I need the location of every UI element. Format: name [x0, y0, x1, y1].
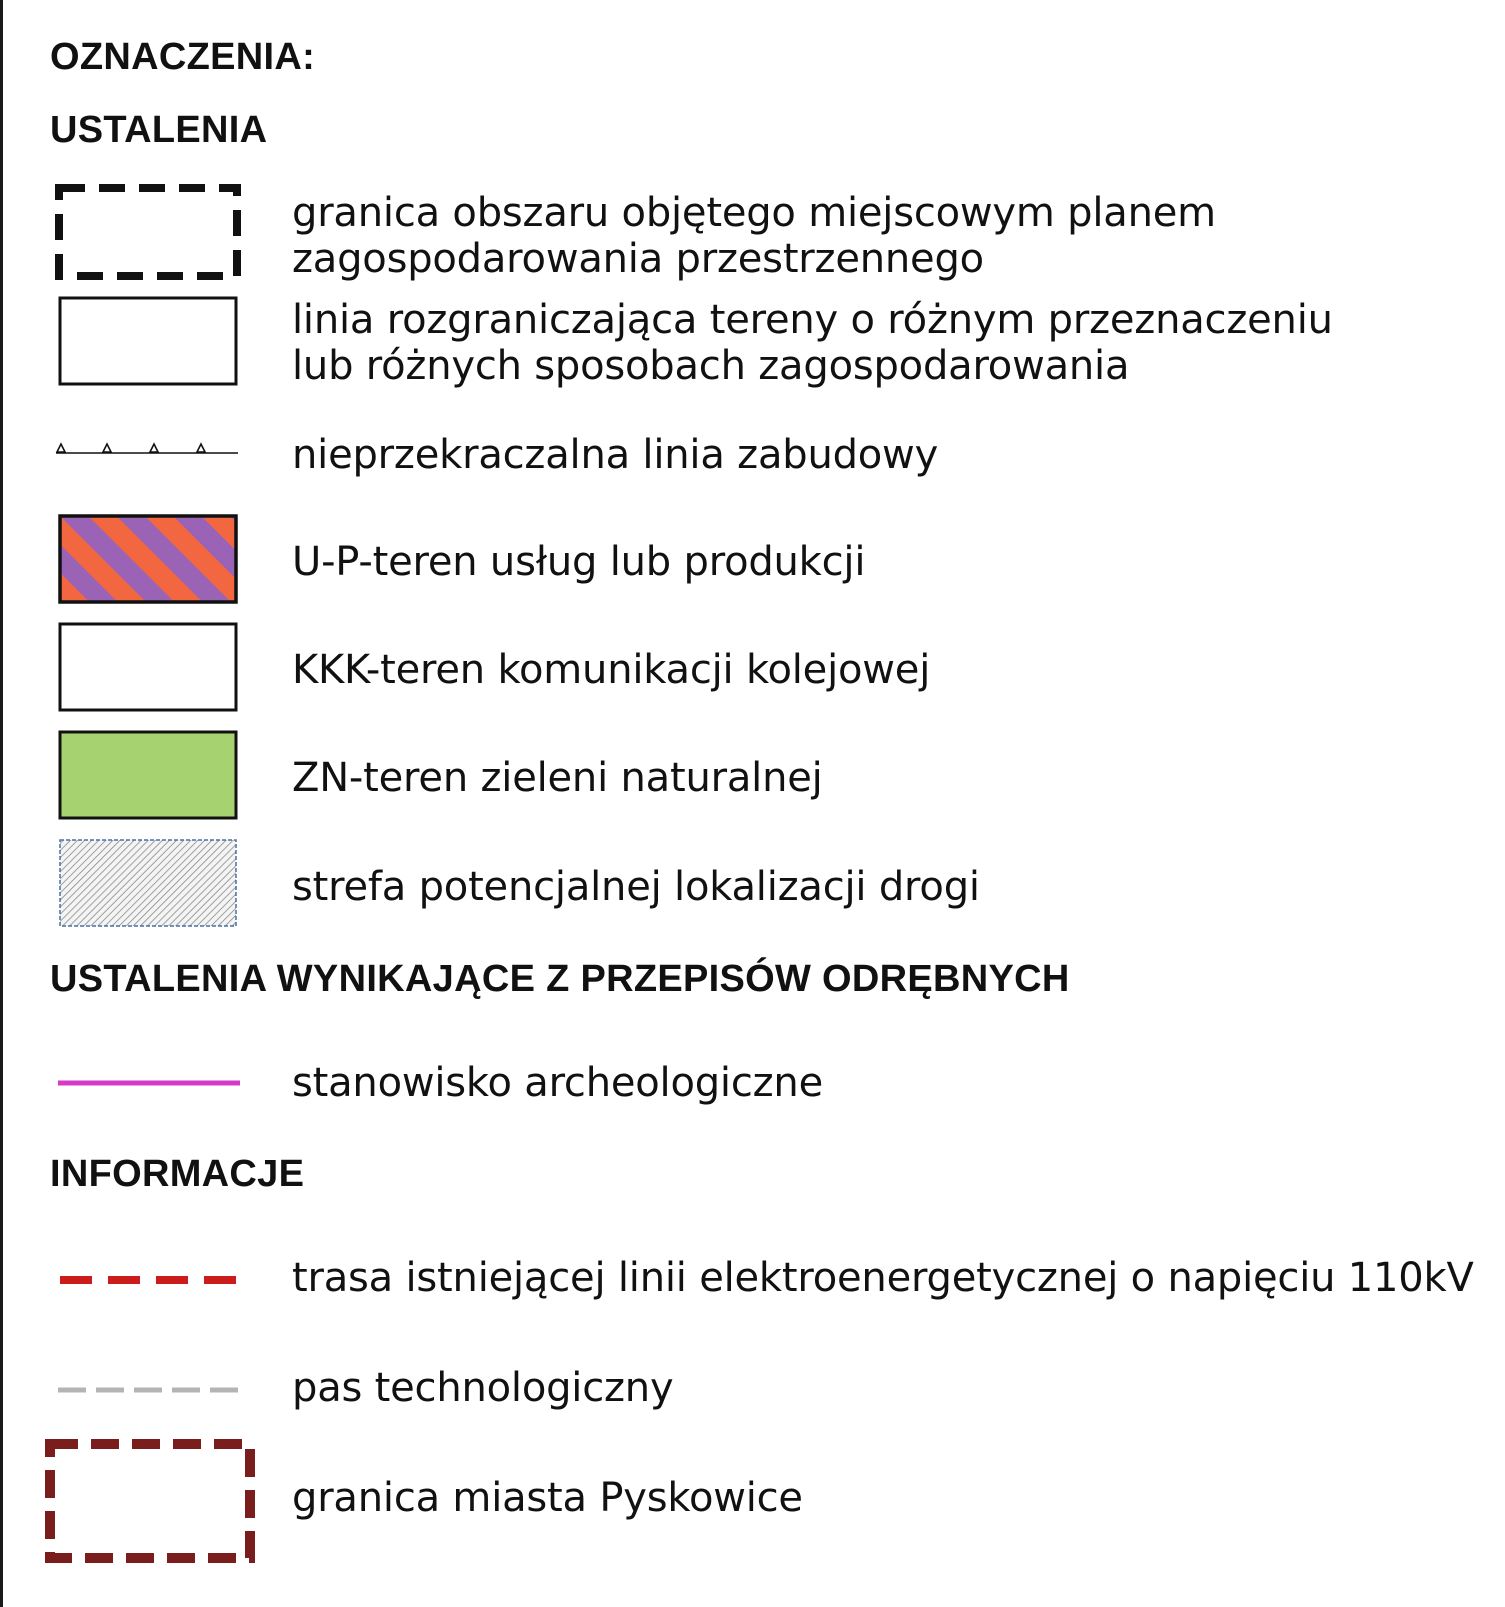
legend-item-linia-rozgraniczajaca	[292, 297, 1333, 389]
solid-rectangle-outline-icon	[58, 296, 240, 388]
maroon-dashed-boundary-icon	[44, 1438, 256, 1564]
legend-item-label-line-1: linia rozgraniczająca tereny o różnym przeznaczeniu	[292, 297, 1333, 343]
legend-item-label-line-1: U-P-teren usług lub produkcji	[292, 539, 866, 585]
legend-title: OZNACZENIA:	[50, 36, 316, 78]
legend-item-label-line-1: strefa potencjalnej lokalizacji drogi	[292, 864, 980, 910]
white-rectangle-icon	[58, 622, 240, 714]
legend-item-stanowisko-archeologiczne	[292, 1060, 823, 1106]
legend-item-u-p	[292, 539, 865, 585]
legend-item-label-line-1: granica miasta Pyskowice	[292, 1475, 803, 1521]
triangle-marker-icon	[150, 444, 158, 452]
green-rectangle-shape	[60, 732, 236, 818]
orange-violet-stripes-icon	[58, 514, 240, 606]
triangle-marker-icon	[103, 444, 111, 452]
section-heading-przepisy-odrebne: USTALENIA WYNIKAJĄCE Z PRZEPISÓW ODRĘBNYCH	[50, 958, 1070, 1000]
legend-item-label-line-1: trasa istniejącej linii elektroenergetycznej o napięciu 110kV	[292, 1255, 1474, 1301]
legend-item-linia-110kv	[292, 1255, 1474, 1301]
gray-hatched-rectangle-icon	[58, 838, 240, 930]
legend-item-granica-miasta	[292, 1475, 803, 1521]
legend-item-label-line-2: zagospodarowania przestrzennego	[292, 236, 984, 282]
legend-item-kkk	[292, 647, 930, 693]
section-heading-ustalenia: USTALENIA	[50, 109, 268, 151]
legend-item-label-line-1: ZN-teren zieleni naturalnej	[292, 755, 823, 801]
green-rectangle-icon	[58, 730, 240, 822]
page-left-border	[0, 0, 3, 1607]
white-rectangle-shape	[60, 624, 236, 710]
legend-item-linia-zabudowy	[292, 432, 938, 478]
legend-item-label-line-1: pas technologiczny	[292, 1365, 674, 1411]
orange-violet-stripes-shape	[60, 516, 236, 602]
maroon-dashed-boundary-shape	[50, 1444, 250, 1558]
legend-item-label-line-1: stanowisko archeologiczne	[292, 1060, 823, 1106]
legend-item-label-line-1: granica obszaru objętego miejscowym planem	[292, 190, 1216, 236]
legend-item-strefa-drogi	[292, 864, 980, 910]
legend-item-label-line-1: KKK-teren komunikacji kolejowej	[292, 647, 931, 693]
legend-item-label-line-2: lub różnych sposobach zagospodarowania	[292, 343, 1130, 389]
black-dashed-boundary-icon	[55, 184, 245, 284]
legend-item-label-line-1: nieprzekraczalna linia zabudowy	[292, 432, 939, 478]
triangle-marker-icon	[57, 444, 65, 452]
section-heading-informacje: INFORMACJE	[50, 1153, 305, 1195]
gray-hatched-rectangle-shape	[60, 840, 236, 926]
red-dashed-line-icon	[58, 1273, 244, 1287]
gray-dashed-line-icon	[56, 1384, 244, 1396]
legend-item-zn	[292, 755, 823, 801]
triangle-marker-icon	[197, 444, 205, 452]
solid-rectangle-outline-shape	[60, 298, 236, 384]
legend-item-granica-obszaru	[292, 190, 1216, 282]
magenta-line-icon	[56, 1077, 242, 1089]
black-dashed-boundary-shape	[59, 188, 237, 276]
building-line-triangles-icon	[54, 438, 240, 458]
legend-item-pas-technologiczny	[292, 1365, 673, 1411]
